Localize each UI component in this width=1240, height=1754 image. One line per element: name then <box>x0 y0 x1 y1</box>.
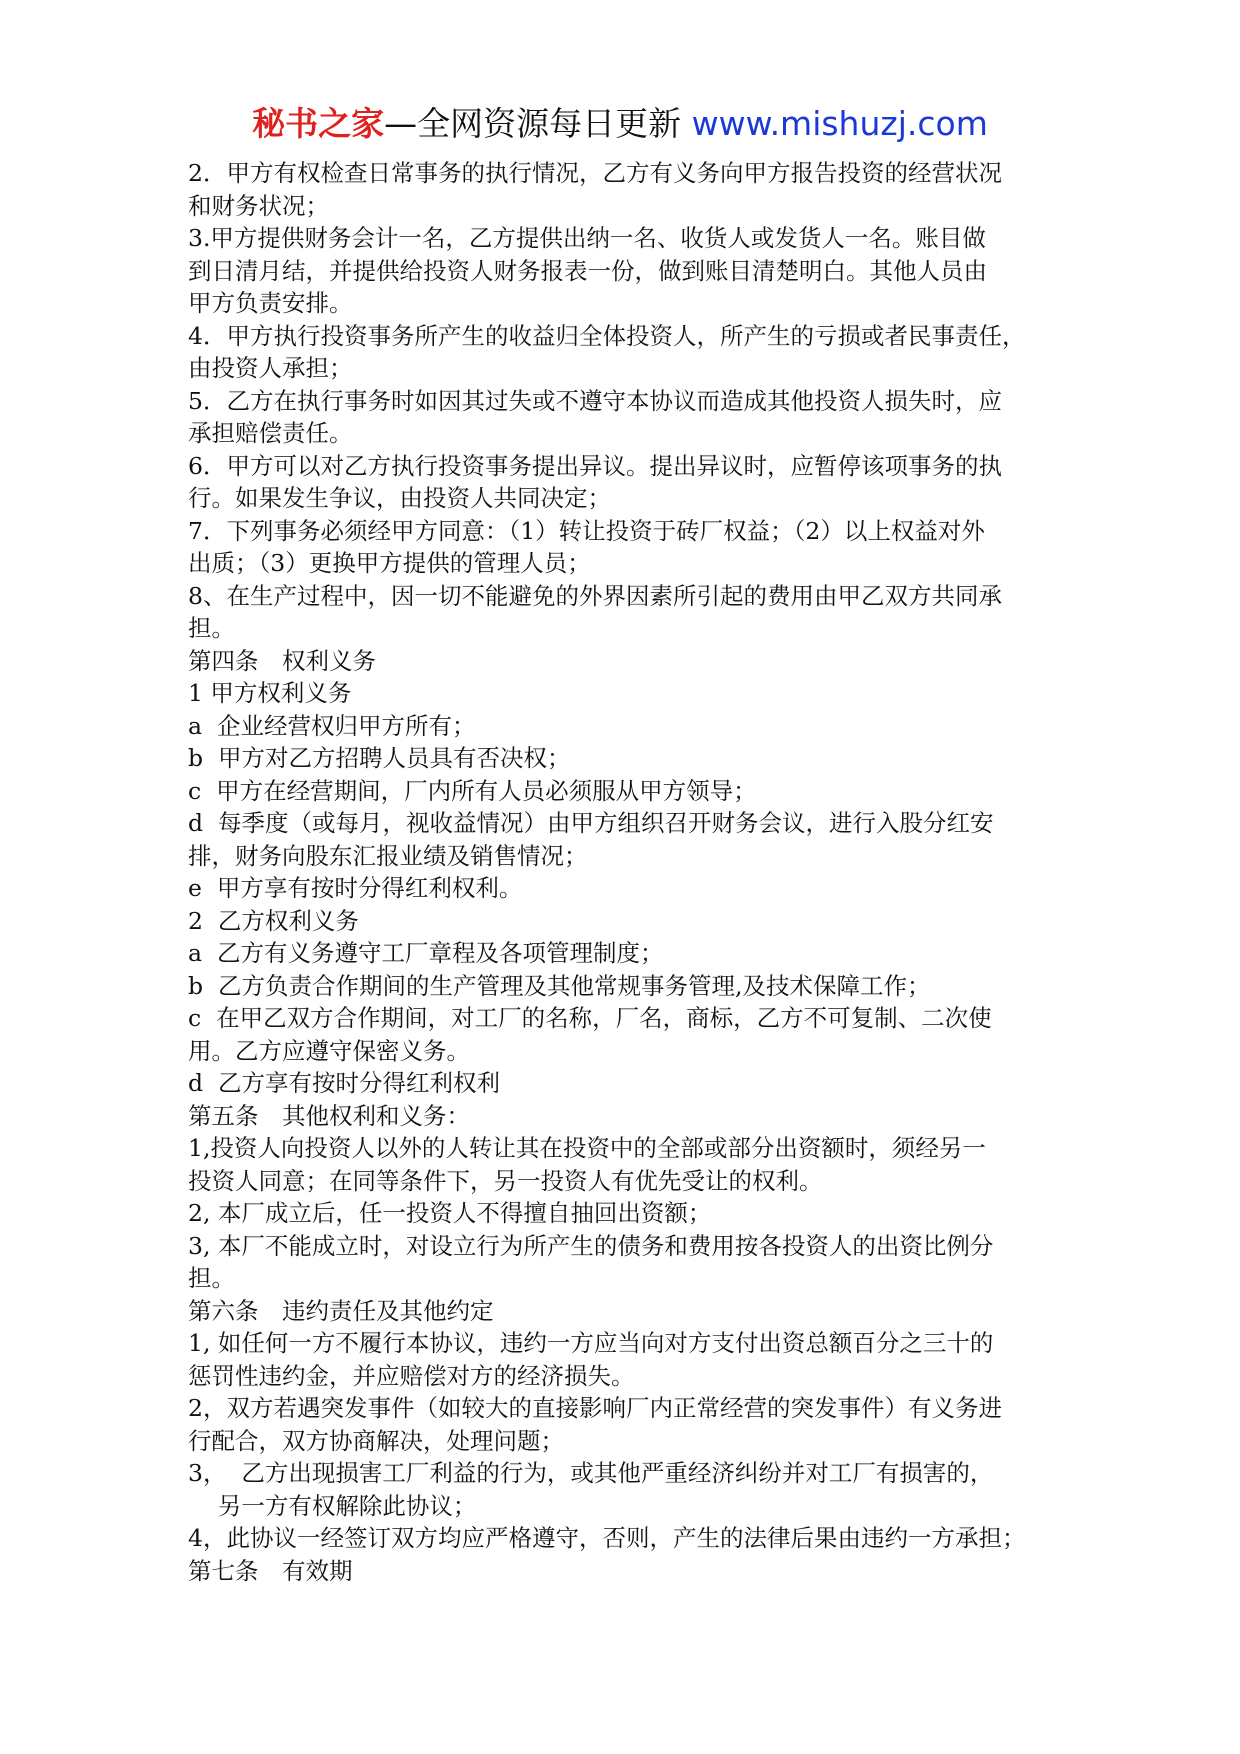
text-line: 1,投资人向投资人以外的人转让其在投资中的全部或部分出资额时，须经另一 <box>188 1134 986 1162</box>
text-line: 3, 本厂不能成立时，对设立行为所产生的债务和费用按各投资人的出资比例分 <box>188 1231 994 1260</box>
text-line: 5．乙方在执行事务时如因其过失或不遵守本协议而造成其他投资人损失时，应 <box>188 386 1002 415</box>
text-line: 第七条 有效期 <box>188 1556 353 1585</box>
site-header <box>0 102 1240 146</box>
text-line: 第六条 违约责任及其他约定 <box>188 1296 494 1325</box>
text-line: 2, 本厂成立后，任一投资人不得擅自抽回出资额； <box>188 1199 712 1227</box>
text-line: e 甲方享有按时分得红利权利。 <box>188 874 523 902</box>
text-line: 1 甲方权利义务 <box>188 679 352 707</box>
site-url-link[interactable]: www.mishuzj.com <box>691 104 988 143</box>
text-line: 3.甲方提供财务会计一名，乙方提供出纳一名、收货人或发货人一名。账目做 <box>188 224 986 252</box>
text-line: 承担赔偿责任。 <box>188 419 353 447</box>
text-line: 惩罚性违约金，并应赔偿对方的经济损失。 <box>188 1361 635 1390</box>
text-line: 到日清月结，并提供给投资人财务报表一份，做到账目清楚明白。其他人员由 <box>188 256 987 285</box>
text-line: 用。乙方应遵守保密义务。 <box>188 1036 470 1065</box>
text-line: c 甲方在经营期间，厂内所有人员必须服从甲方领导； <box>188 776 757 805</box>
text-line: 另一方有权解除此协议； <box>188 1491 477 1520</box>
text-line: 担。 <box>188 614 235 642</box>
text-line: 甲方负责安排。 <box>188 289 353 317</box>
text-line: a 乙方有义务遵守工厂章程及各项管理制度； <box>188 939 664 967</box>
brand-name: 秘书之家 <box>252 104 385 143</box>
text-line: 2 乙方权利义务 <box>188 906 359 935</box>
text-line: 4，此协议一经签订双方均应严格遵守，否则，产生的法律后果由违约一方承担； <box>188 1524 1026 1552</box>
text-line: 8、在生产过程中，因一切不能避免的外界因素所引起的费用由甲乙双方共同承 <box>188 581 1002 610</box>
text-line: 1, 如任何一方不履行本协议，违约一方应当向对方支付出资总额百分之三十的 <box>188 1329 994 1357</box>
text-line: 第五条 其他权利和义务： <box>188 1101 470 1130</box>
text-line: 第四条 权利义务 <box>188 646 376 675</box>
text-line: 行配合，双方协商解决，处理问题； <box>188 1426 564 1455</box>
text-line: 7．下列事务必须经甲方同意：（1）转让投资于砖厂权益；（2）以上权益对外 <box>188 516 985 545</box>
text-line: 排，财务向股东汇报业绩及销售情况； <box>188 841 588 870</box>
text-line: d 每季度（或每月，视收益情况）由甲方组织召开财务会议，进行入股分红安 <box>188 809 994 837</box>
header-tagline: —全网资源每日更新 <box>384 104 692 143</box>
text-line: 3， 乙方出现损害工厂利益的行为，或其他严重经济纠纷并对工厂有损害的， <box>188 1459 994 1487</box>
text-line: 6．甲方可以对乙方执行投资事务提出异议。提出异议时，应暂停该项事务的执 <box>188 451 1002 480</box>
text-line: 2．甲方有权检查日常事务的执行情况，乙方有义务向甲方报告投资的经营状况 <box>188 159 1002 187</box>
text-line: 由投资人承担； <box>188 354 353 382</box>
text-line: 行。如果发生争议，由投资人共同决定； <box>188 484 611 512</box>
text-line: b 乙方负责合作期间的生产管理及其他常规事务管理,及技术保障工作； <box>188 971 931 1000</box>
text-line: d 乙方享有按时分得红利权利 <box>188 1069 500 1097</box>
text-line: 担。 <box>188 1264 235 1292</box>
text-line: a 企业经营权归甲方所有； <box>188 711 476 740</box>
text-line: 出质；（3）更换甲方提供的管理人员； <box>188 549 591 577</box>
text-line: 2，双方若遇突发事件（如较大的直接影响厂内正常经营的突发事件）有义务进 <box>188 1394 1002 1422</box>
text-line: c 在甲乙双方合作期间，对工厂的名称，厂名，商标，乙方不可复制、二次使 <box>188 1004 992 1032</box>
document-body <box>188 157 1068 1587</box>
text-line: 和财务状况； <box>188 191 329 220</box>
text-line: 投资人同意；在同等条件下，另一投资人有优先受让的权利。 <box>188 1166 823 1195</box>
text-line: 4．甲方执行投资事务所产生的收益归全体投资人，所产生的亏损或者民事责任， <box>188 321 1026 350</box>
text-line: b 甲方对乙方招聘人员具有否决权； <box>188 744 571 772</box>
